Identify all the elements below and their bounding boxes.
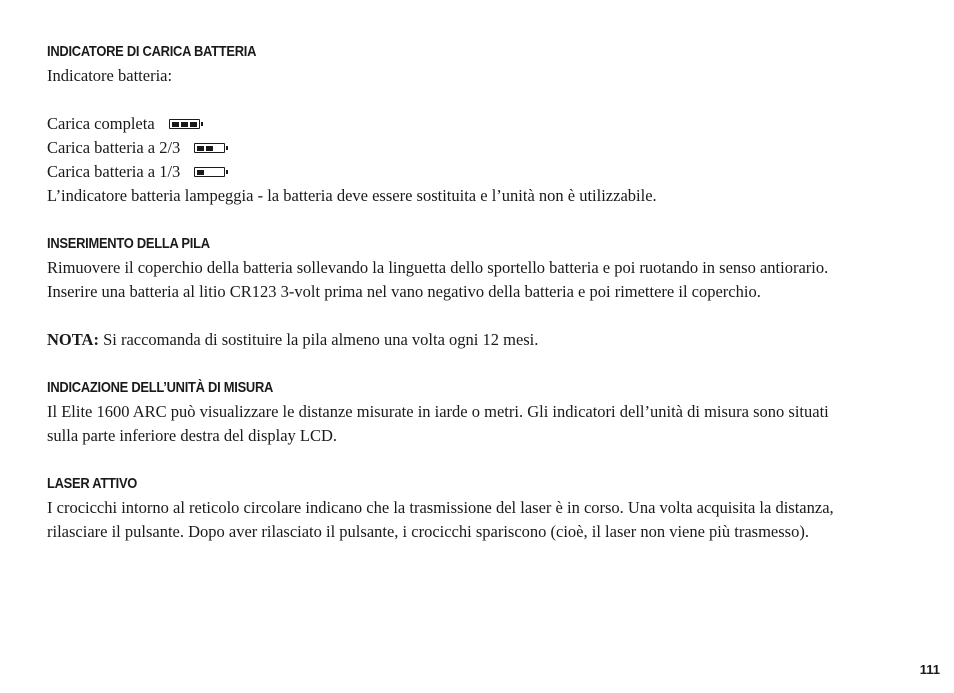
- insert-line-2: Inserire una batteria al litio CR123 3-volt prima nel vano negativo della batteria e poi rimettere il coperchio.: [47, 282, 761, 301]
- laser-section-heading: LASER ATTIVO: [47, 475, 138, 492]
- battery-level-label: Carica completa: [47, 114, 155, 133]
- nota-paragraph: [47, 328, 917, 352]
- insert-line-1: Rimuovere il coperchio della batteria sollevando la linguetta dello sportello batteria e poi ruotando in senso antiorario.: [47, 258, 829, 277]
- battery-one-third-icon: [194, 167, 225, 177]
- battery-section-heading: INDICATORE DI CARICA BATTERIA: [47, 43, 257, 60]
- manual-page: [47, 40, 917, 544]
- insert-section-heading: INSERIMENTO DELLA PILA: [47, 235, 210, 252]
- battery-level-label: Carica batteria a 1/3: [47, 162, 181, 181]
- battery-intro: Indicatore batteria:: [47, 66, 173, 85]
- battery-blink-note: L’indicatore batteria lampeggia - la batteria deve essere sostituita e l’unità non è utilizzabile.: [47, 186, 657, 205]
- units-section-heading: INDICAZIONE DELL’UNITÀ DI MISURA: [47, 379, 274, 396]
- battery-level-row: [47, 160, 917, 184]
- nota-label: NOTA:: [47, 330, 99, 349]
- battery-level-row: [47, 112, 917, 136]
- battery-full-icon: [169, 119, 200, 129]
- battery-level-label: Carica batteria a 2/3: [47, 138, 181, 157]
- units-line-1: Il Elite 1600 ARC può visualizzare le distanze misurate in iarde o metri. Gli indicatori dell’unità di misura sono situati: [47, 402, 829, 421]
- page-number: 111: [919, 662, 940, 677]
- nota-text: Si raccomanda di sostituire la pila almeno una volta ogni 12 mesi.: [98, 330, 539, 349]
- laser-line-1: I crocicchi intorno al reticolo circolare indicano che la trasmissione del laser è in corso. Una volta acquisita la distanza,: [47, 498, 834, 517]
- battery-two-thirds-icon: [194, 143, 225, 153]
- battery-level-row: [47, 136, 917, 160]
- laser-line-2: rilasciare il pulsante. Dopo aver rilasciato il pulsante, i crocicchi spariscono (cioè, il laser non viene più trasmesso).: [47, 522, 809, 541]
- units-line-2: sulla parte inferiore destra del display LCD.: [47, 426, 338, 445]
